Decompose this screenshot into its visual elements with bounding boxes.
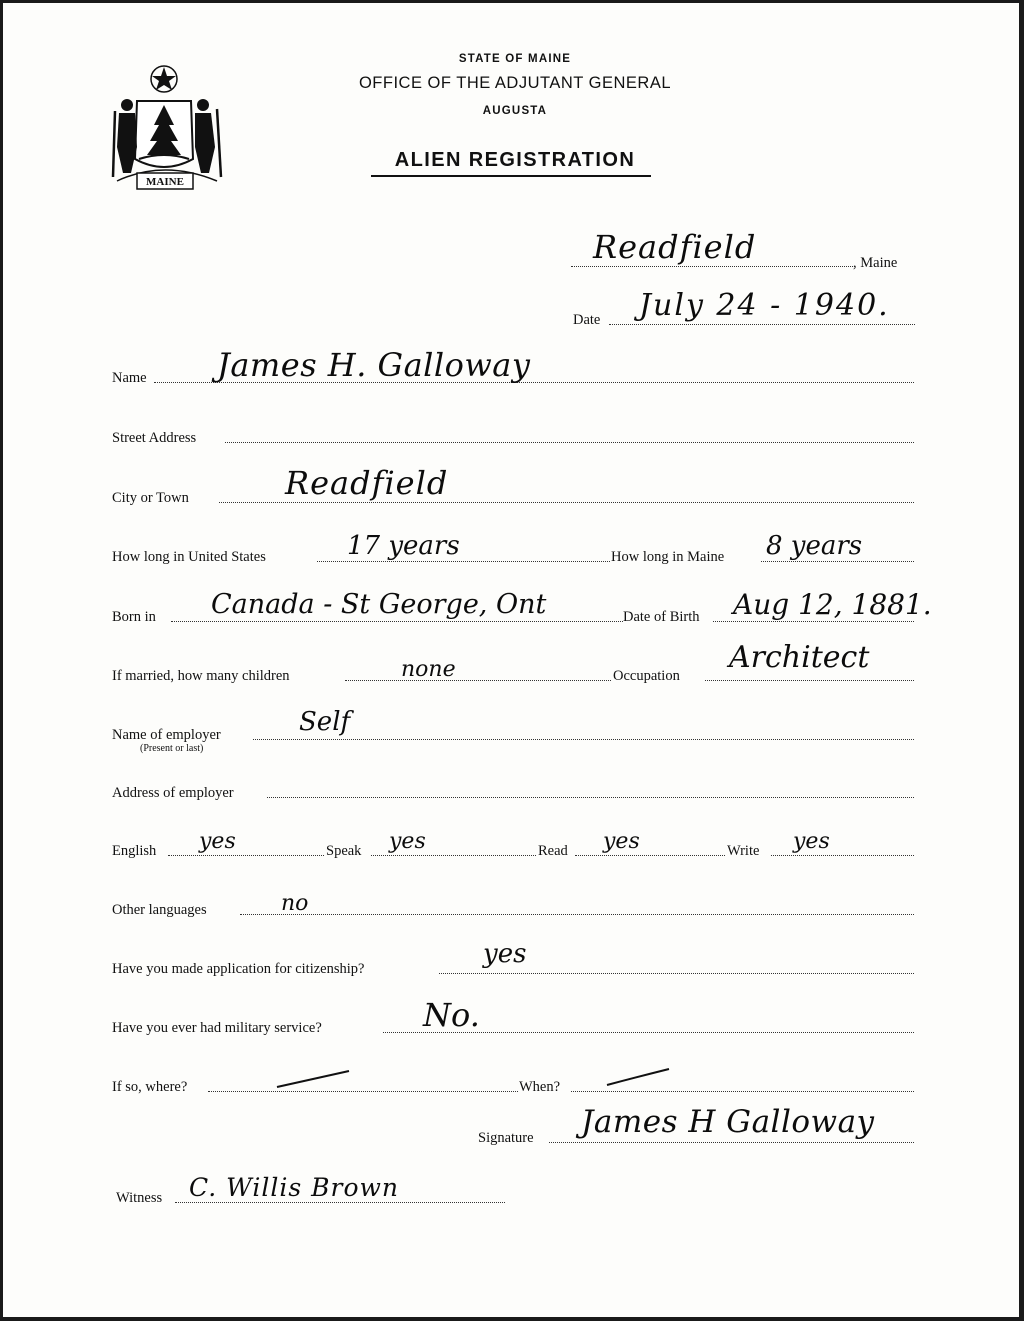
where-blank-dash xyxy=(273,1067,353,1091)
name-value: James H. Galloway xyxy=(217,346,531,384)
english-value: yes xyxy=(199,829,236,854)
write-line xyxy=(771,855,914,856)
street-address-label: Street Address xyxy=(112,430,197,446)
employer-sublabel: (Present or last) xyxy=(140,743,204,754)
other-languages-line xyxy=(240,914,914,915)
form-title: ALIEN REGISTRATION xyxy=(394,149,636,171)
where-line xyxy=(208,1091,518,1092)
city-town-label: City or Town xyxy=(112,490,189,506)
occupation-label: Occupation xyxy=(613,668,680,684)
header-state: STATE OF MAINE xyxy=(458,53,572,65)
speak-line xyxy=(371,855,536,856)
occupation-line xyxy=(705,680,914,681)
citizenship-value: yes xyxy=(483,939,527,969)
where-label: If so, where? xyxy=(112,1079,188,1095)
years-maine-value: 8 years xyxy=(766,531,863,561)
read-value: yes xyxy=(603,829,640,854)
military-label: Have you ever had military service? xyxy=(112,1020,322,1036)
write-label: Write xyxy=(727,843,760,859)
read-label: Read xyxy=(538,843,568,859)
witness-label: Witness xyxy=(116,1190,163,1206)
employer-address-label: Address of employer xyxy=(112,785,234,801)
other-languages-value: no xyxy=(281,891,309,916)
write-value: yes xyxy=(793,829,830,854)
when-line xyxy=(571,1091,914,1092)
years-maine-line xyxy=(761,561,914,562)
date-line xyxy=(609,324,915,325)
employer-line xyxy=(253,739,914,740)
when-blank-dash xyxy=(603,1065,673,1089)
maine-suffix: , Maine xyxy=(853,255,898,271)
employer-address-line xyxy=(267,797,914,798)
citizenship-label: Have you made application for citizenship? xyxy=(112,961,365,977)
city-town-value: Readfield xyxy=(285,464,449,502)
city-town-line xyxy=(219,502,914,503)
date-value: July 24 - 1940. xyxy=(639,288,890,323)
town-value: Readfield xyxy=(593,228,757,266)
date-of-birth-label: Date of Birth xyxy=(623,609,700,625)
citizenship-line xyxy=(439,973,914,974)
name-label: Name xyxy=(112,370,147,386)
when-label: When? xyxy=(519,1079,561,1095)
children-line xyxy=(345,680,611,681)
years-us-label: How long in United States xyxy=(112,549,266,565)
born-in-value: Canada - St George, Ont xyxy=(211,589,547,620)
date-label: Date xyxy=(573,312,601,328)
speak-label: Speak xyxy=(326,843,362,859)
town-line xyxy=(571,266,853,267)
years-us-line xyxy=(317,561,610,562)
employer-value: Self xyxy=(299,707,351,737)
occupation-value: Architect xyxy=(729,640,870,675)
speak-value: yes xyxy=(389,829,426,854)
signature-line xyxy=(549,1142,914,1143)
header-city: AUGUSTA xyxy=(482,105,548,117)
years-maine-label: How long in Maine xyxy=(611,549,725,565)
employer-label: Name of employer xyxy=(112,727,221,743)
born-in-line xyxy=(171,621,623,622)
military-value: No. xyxy=(423,996,480,1034)
date-of-birth-line xyxy=(713,621,914,622)
signature-label: Signature xyxy=(478,1130,534,1146)
born-in-label: Born in xyxy=(112,609,156,625)
english-line xyxy=(168,855,324,856)
children-value: none xyxy=(401,657,456,682)
read-line xyxy=(575,855,725,856)
street-address-line xyxy=(225,442,914,443)
seal-banner-text: MAINE xyxy=(146,176,184,188)
children-label: If married, how many children xyxy=(112,668,290,684)
years-us-value: 17 years xyxy=(347,531,460,561)
witness-line xyxy=(175,1202,505,1203)
registration-form xyxy=(3,3,1019,1317)
signature-value: James H Galloway xyxy=(581,1104,875,1140)
date-of-birth-value: Aug 12, 1881. xyxy=(733,588,932,621)
title-underline xyxy=(371,175,651,177)
header-office: OFFICE OF THE ADJUTANT GENERAL xyxy=(358,74,672,92)
witness-value: C. Willis Brown xyxy=(189,1173,400,1202)
english-label: English xyxy=(112,843,157,859)
other-languages-label: Other languages xyxy=(112,902,207,918)
